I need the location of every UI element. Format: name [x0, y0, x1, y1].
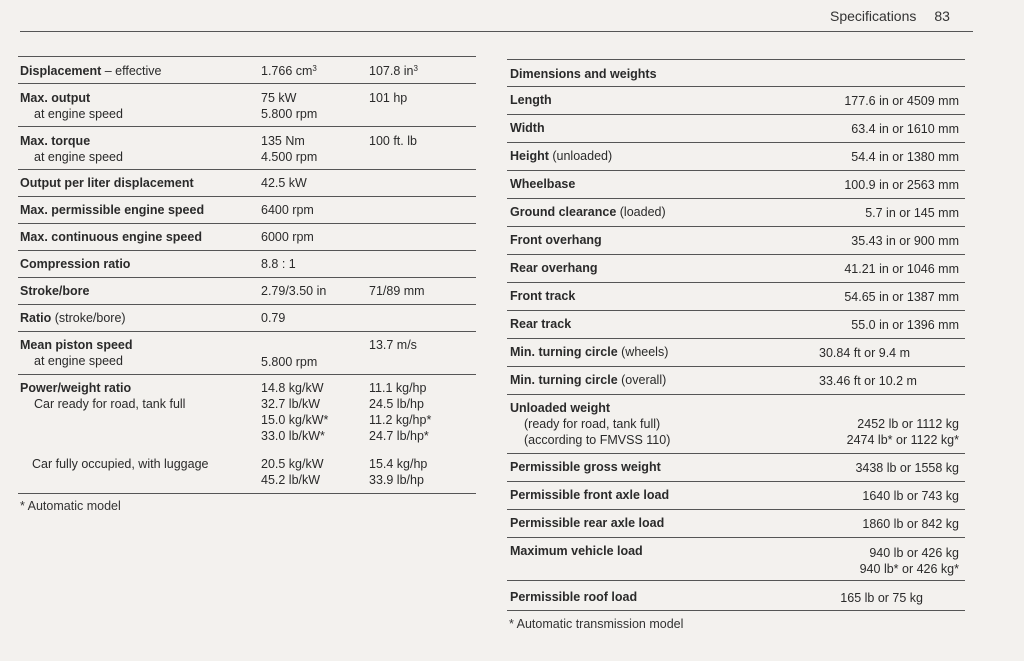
dim-row-rear-overhang: Rear overhang 41.21 in or 1046 mm [507, 254, 965, 282]
spec-row-max-output: Max. output at engine speed 75 kW 5.800 rpm 101 hp [18, 83, 476, 126]
spec-row-power-weight: Power/weight ratio Car ready for road, tank full 14.8 kg/kW 32.7 lb/kW 15.0 kg/kW* 33.0 lb/kW* 11.1 kg/hp 24.5 lb/hp 11.2 kg/hp* 24.7 lb/hp* Car fully occupied, with luggage 20.5 kg/kW 45.2 lb/kW 15.4 kg/hp 33.9 lb/hp [18, 374, 476, 494]
dimensions-title-row [507, 59, 965, 86]
section-title: Specifications [830, 8, 917, 24]
spec-row-output-per-liter: Output per liter displacement 42.5 kW [18, 169, 476, 196]
dim-row-length: Length 177.6 in or 4509 mm [507, 86, 965, 114]
spec-row-compression-ratio: Compression ratio 8.8 : 1 [18, 250, 476, 277]
spec-row-max-torque: Max. torque at engine speed 135 Nm 4.500 rpm 100 ft. lb [18, 126, 476, 169]
page-number: 83 [934, 8, 950, 24]
dim-row-ground-clearance: Ground clearance (loaded) 5.7 in or 145 mm [507, 198, 965, 226]
spec-row-ratio: Ratio (stroke/bore) 0.79 [18, 304, 476, 331]
spec-row-displacement: Displacement – effective 1.766 $cm^3$ 107.8 $in^3$ [18, 56, 476, 83]
spec-row-mean-piston-speed: Mean piston speed at engine speed 5.800 rpm 13.7 m/s [18, 331, 476, 374]
dim-row-turning-wheels: Min. turning circle (wheels) 30.84 ft or 9.4 m [507, 338, 965, 366]
left-footnote: * Automatic model [20, 499, 121, 513]
dimensions-table [507, 59, 965, 631]
engine-spec-table [18, 56, 476, 513]
dim-row-front-axle: Permissible front axle load 1640 lb or 743 kg [507, 481, 965, 509]
spec-row-max-permissible-speed: Max. permissible engine speed 6400 rpm [18, 196, 476, 223]
dim-row-roof-load: Permissible roof load 165 lb or 75 kg [507, 580, 965, 611]
spec-row-stroke-bore: Stroke/bore 2.79/3.50 in 71/89 mm [18, 277, 476, 304]
dim-row-max-vehicle-load: Maximum vehicle load 940 lb or 426 kg 940 lb* or 426 kg* [507, 537, 965, 580]
dim-row-unloaded-weight: Unloaded weight (ready for road, tank full) (according to FMVSS 110) 2452 lb or 1112 kg 2474 lb* or 1122 kg* [507, 394, 965, 453]
dim-row-turning-overall: Min. turning circle (overall) 33.46 ft or 10.2 m [507, 366, 965, 394]
spec-row-max-continuous-speed: Max. continuous engine speed 6000 rpm [18, 223, 476, 250]
right-footnote: * Automatic transmission model [509, 617, 684, 631]
dim-row-width: Width 63.4 in or 1610 mm [507, 114, 965, 142]
dim-row-front-overhang: Front overhang 35.43 in or 900 mm [507, 226, 965, 254]
dim-row-front-track: Front track 54.65 in or 1387 mm [507, 282, 965, 310]
dim-row-gross-weight: Permissible gross weight 3438 lb or 1558 kg [507, 453, 965, 481]
dim-row-rear-axle: Permissible rear axle load 1860 lb or 842 kg [507, 509, 965, 537]
dim-row-rear-track: Rear track 55.0 in or 1396 mm [507, 310, 965, 338]
dim-row-wheelbase: Wheelbase 100.9 in or 2563 mm [507, 170, 965, 198]
dim-row-height: Height (unloaded) 54.4 in or 1380 mm [507, 142, 965, 170]
page-header [830, 8, 950, 24]
header-divider [20, 31, 973, 32]
dimensions-title: Dimensions and weights [510, 67, 657, 81]
